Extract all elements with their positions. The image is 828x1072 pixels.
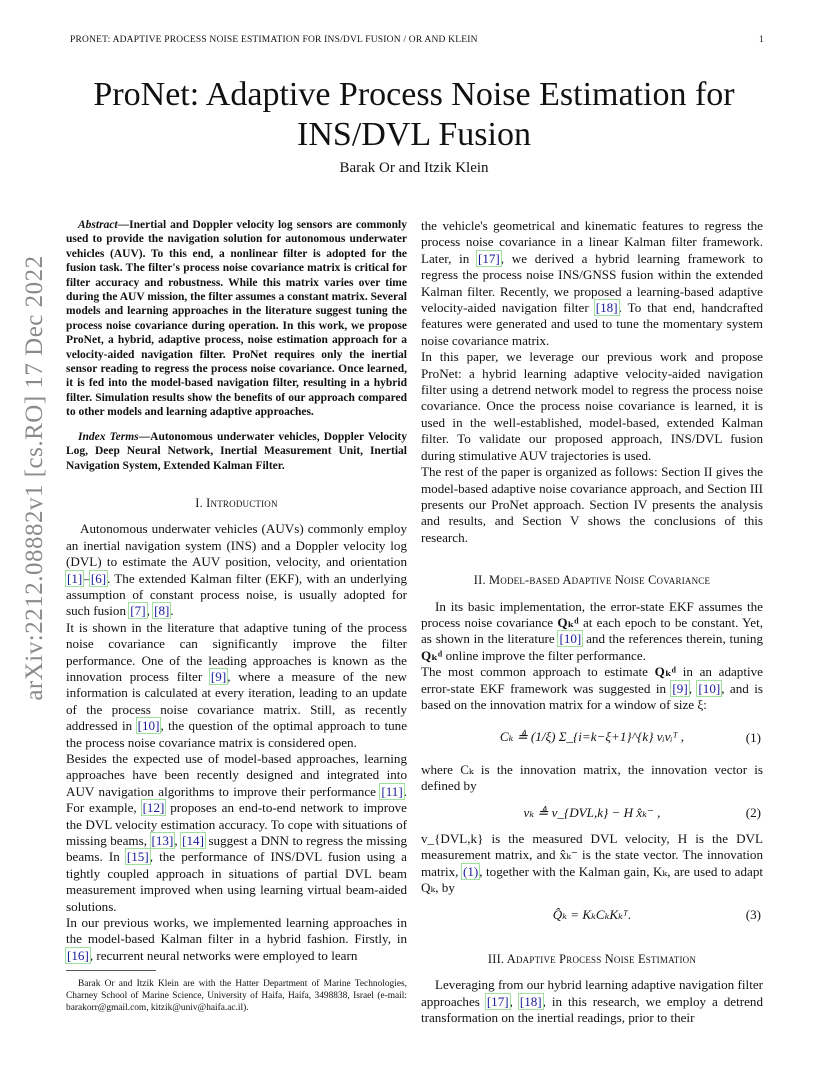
abstract: Abstract—Inertial and Doppler velocity log sensors are commonly used to provide the navigation solution for autonomous underwater vehicles (AUV). To this end, a nonlinear filter is adopted for the fusion task. The filter's process noise covariance matrix is critical for filter accuracy and robustness. While this matrix varies over time during the AUV mission, the filter assumes a constant matrix. Several models and learning approaches in the literature suggest tuning the process noise covariance during operation. In this work, we propose ProNet, a hybrid, adaptive process, noise estimation approach for a velocity-aided navigation filter. ProNet requires only the inertial sensor reading to regress the process noise covariance. Once learned, it is fed into the model-based navigation filter, resulting in a hybrid filter. Simulation results show the benefits of our approach compared to other models and learning adaptive approaches. [66, 219, 407, 419]
citation-link[interactable]: [6] [90, 570, 107, 586]
footnote-rule [66, 970, 156, 971]
citation-link[interactable]: [15] [126, 849, 149, 865]
citation-link[interactable]: [10] [137, 718, 160, 734]
paper-authors: Barak Or and Itzik Klein [339, 160, 489, 176]
citation-link[interactable]: [10] [698, 680, 721, 696]
section-heading-introduction: I. Introduction [195, 495, 278, 510]
citation-link[interactable]: [18] [519, 993, 542, 1009]
arxiv-id[interactable]: arXiv:2212.08882v1 [cs.RO] 17 Dec 2022 [21, 255, 48, 701]
citation-link[interactable]: [9] [210, 668, 227, 684]
citation-link[interactable]: [17] [486, 993, 509, 1009]
right-paragraph-2: In this paper, we leverage our previous work and propose ProNet: a hybrid learning adaptive velocity-aided navigation filter using a detrend network model to regress the process noise covariance. Once the process noise covariance is learned, it is used in the well-established, model-based, extended Kalman filter. To validate our proposed approach, INS/DVL fusion during stimulative AUV trajectories is used. [421, 349, 763, 463]
left-column [66, 218, 407, 964]
citation-link[interactable]: [18] [595, 300, 618, 316]
section2-paragraph-4: v_{DVL,k} is the measured DVL velocity, H is the DVL measurement matrix, and x̂ₖ⁻ is the state vector. The innovation matrix, (1), together with the Kalman gain, Kₖ, are used to adapt Qₖ, by [421, 831, 763, 896]
section2-paragraph-1: In its basic implementation, the error-state EKF assumes the process noise covariance Qₖᵈ at each epoch to be constant. Yet, as shown in the literature [10] and the references therein, tuning Qₖᵈ online improve the filter performance. [421, 598, 763, 663]
equation-2: νₖ ≜ v_{DVL,k} − H x̂ₖ⁻ , (2) [523, 804, 761, 820]
section-heading-adaptive-process: III. Adaptive Process Noise Estimation [487, 952, 697, 967]
equation-1: Cₖ ≜ (1/ξ) Σ_{i=k−ξ+1}^{k} νᵢνᵢᵀ , (1) [499, 729, 761, 745]
intro-paragraph-3: Besides the expected use of model-based approaches, learning approaches have been recently designed and integrated into AUV navigation algorithms to improve their performance [11]. For example, [12] proposes an end-to-end network to improve the DVL velocity estimation accuracy. To cope with situations of missing beams, [13], [14] suggest a DNN to regress the missing beams. In [15], the performance of INS/DVL fusion using a tightly coupled approach in situations of partial DVL beam measurement improved when using learning virtual beam-aided solutions. [66, 751, 407, 914]
footnote: Barak Or and Itzik Klein are with the Hatter Department of Marine Technologies, Charney School of Marine Science, University of Haifa, Haifa, 3498838, Israel (e-mail: barakorr@gmail.com, kitzik@univ@haifa.ac.il). [66, 979, 407, 1013]
running-header [70, 35, 764, 45]
citation-link[interactable]: (1) [462, 863, 479, 879]
citation-link[interactable]: [12] [142, 800, 165, 816]
section-heading-model-based: II. Model-based Adaptive Noise Covariance [473, 573, 711, 588]
intro-paragraph-1: Autonomous underwater vehicles (AUVs) commonly employ an inertial navigation system (INS) and a Doppler velocity log (DVL) to estimate the AUV position, velocity, and orientation [1]–[6]. The extended Kalman filter (EKF), with an underlying assumption of constant process noise, is usually adopted for such fusion [7], [8]. [66, 521, 407, 619]
intro-paragraph-4: In our previous works, we implemented learning approaches in the model-based Kalman filter in a hybrid fashion. Firstly, in [16], recurrent neural networks were employed to learn [66, 915, 407, 963]
citation-link[interactable]: [10] [559, 631, 582, 647]
citation-link[interactable]: [8] [154, 603, 170, 619]
page-number: 1 [759, 35, 764, 45]
right-paragraph-1: the vehicle's geometrical and kinematic features to regress the process noise covariance in a linear Kalman filter framework. Later, in [17], we derived a hybrid learning framework to regress the process noise INS/GNSS fusion within the extended Kalman filter. Recently, we proposed a learning-based adaptive velocity-aided navigation filter [18]. To that end, handcrafted features were generated and used to tune the momentary system noise covariance matrix. [421, 218, 763, 348]
citation-link[interactable]: [17] [477, 250, 500, 266]
running-title: PRONET: ADAPTIVE PROCESS NOISE ESTIMATION FOR INS/DVL FUSION / OR AND KLEIN [70, 35, 478, 45]
section2-paragraph-2: The most common approach to estimate Qₖᵈ in an adaptive error-state EKF framework was suggested in [9], [10], and is based on the innovation matrix for a window of size ξ: [421, 664, 763, 712]
right-paragraph-3: The rest of the paper is organized as follows: Section II gives the model-based adaptive noise covariance approach, and Section III presents our ProNet approach. Section IV presents the analysis and results, and Section V shows the conclusions of this research. [421, 464, 763, 545]
paper-title: ProNet: Adaptive Process Noise Estimation for INS/DVL Fusion [93, 76, 735, 153]
citation-link[interactable]: [13] [151, 833, 174, 849]
citation-link[interactable]: [1] [67, 570, 83, 586]
citation-link[interactable]: [16] [67, 947, 89, 963]
section2-paragraph-3: where Cₖ is the innovation matrix, the innovation vector is defined by [421, 761, 763, 794]
right-column [421, 218, 763, 1027]
arxiv-sidebar [20, 255, 50, 701]
intro-paragraph-2: It is shown in the literature that adaptive tuning of the process noise covariance can significantly improve the filter performance. One of the leading approaches is known as the innovation process filter [9], where a measure of the new information is calculated at every iteration, leading to an update of the process noise covariance matrix. Still, as recently addressed in [10], the question of the optimal approach to tune the process noise covariance matrix is considered open. [66, 619, 408, 750]
equation-3: Q̂ₖ = KₖCₖKₖᵀ. (3) [552, 906, 761, 922]
citation-link[interactable]: [7] [130, 603, 146, 619]
citation-link[interactable]: [9] [672, 680, 688, 696]
section3-paragraph-1: Leveraging from our hybrid learning adaptive navigation filter approaches [17], [18], in this research, we employ a detrend transformation on the inertial readings, prior to their [421, 977, 763, 1026]
citation-link[interactable]: [11] [381, 783, 403, 799]
index-terms: Index Terms—Autonomous underwater vehicles, Doppler Velocity Log, Deep Neural Network, Inertial Measurement Unit, Inertial Navigation System, Extended Kalman Filter. [66, 430, 407, 472]
citation-link[interactable]: [14] [182, 833, 204, 849]
